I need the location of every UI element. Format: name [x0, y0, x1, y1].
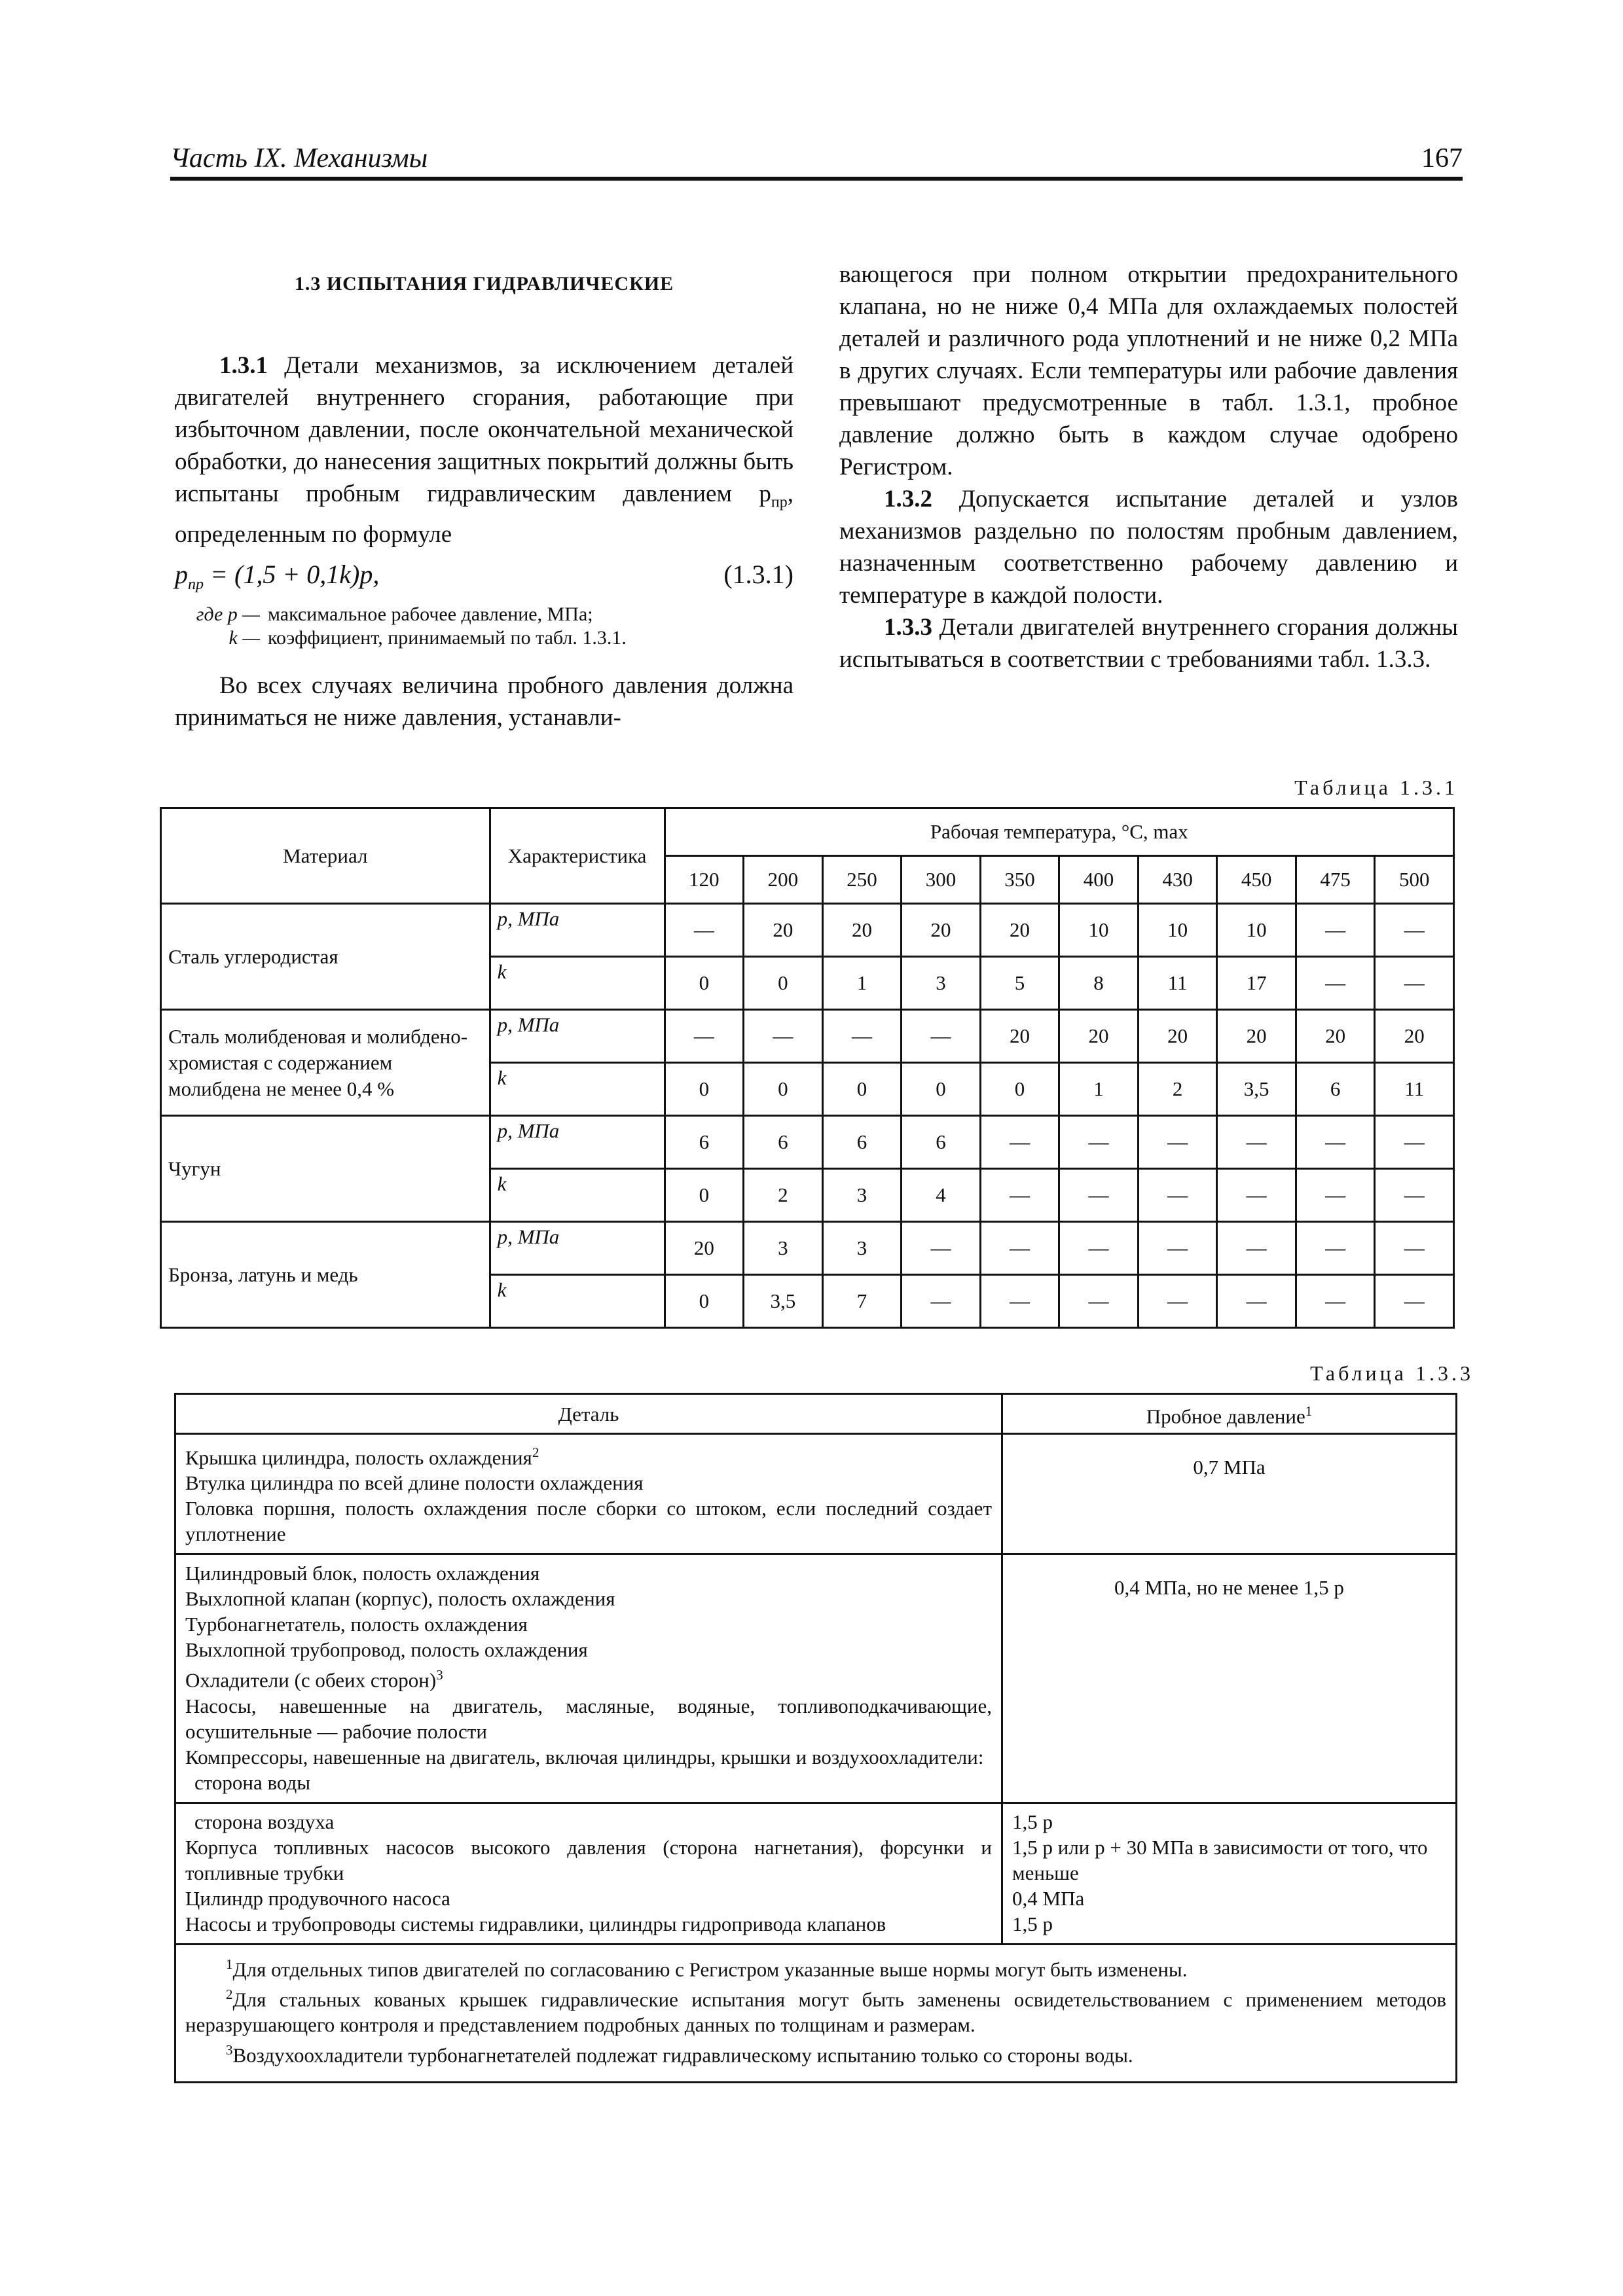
- column-header-temperature: Рабочая температура, °C, max: [665, 808, 1453, 856]
- detail-cell: [175, 1554, 1002, 1803]
- legend-row: [175, 626, 793, 650]
- value-cell: 20: [1296, 1010, 1375, 1063]
- legend-row: [175, 603, 793, 626]
- value-cell: 2: [744, 1169, 823, 1222]
- pressure-cell: 0,4 МПа, но не менее 1,5 p: [1002, 1554, 1457, 1803]
- value-cell: —: [1217, 1222, 1296, 1275]
- table-row: [175, 1434, 1457, 1554]
- value-cell: —: [1059, 1275, 1139, 1328]
- characteristic-cell: p, МПа: [490, 1116, 665, 1169]
- value-cell: —: [980, 1275, 1059, 1328]
- temperature-header-cell: 250: [822, 856, 902, 904]
- value-cell: 0: [744, 1063, 823, 1116]
- footnote-text: Для отдельных типов двигателей по согласованию с Регистром указанные выше нормы могут быть изменены.: [232, 1957, 1188, 1981]
- value-cell: 20: [1059, 1010, 1139, 1063]
- value-cell: —: [1375, 957, 1454, 1010]
- legend-text: коэффициент, принимаемый по табл. 1.3.1.: [268, 627, 627, 649]
- formula-legend: [175, 603, 793, 650]
- value-cell: 20: [980, 904, 1059, 957]
- clause-text: Детали двигателей внутреннего сгорания должны испытываться в соответствии с требованиями табл. 1.3.3.: [839, 614, 1458, 673]
- value-cell: 0: [980, 1063, 1059, 1116]
- detail-item: [185, 1662, 992, 1693]
- value-cell: —: [1217, 1275, 1296, 1328]
- clause-text: Допускается испытание деталей и узлов механизмов раздельно по полостям пробным давлением, назначенным соответственно рабочему давлению и температуре в каждой полости.: [839, 486, 1458, 609]
- value-cell: 6: [744, 1116, 823, 1169]
- temperature-header-cell: 400: [1059, 856, 1139, 904]
- temperature-header-cell: 350: [980, 856, 1059, 904]
- legend-symbol: где p —: [196, 603, 260, 626]
- value-cell: —: [1059, 1116, 1139, 1169]
- value-cell: —: [1138, 1275, 1217, 1328]
- table-row: [161, 904, 1454, 957]
- value-cell: 10: [1217, 904, 1296, 957]
- footnote-number: 3: [226, 2042, 233, 2058]
- value-cell: 0: [665, 957, 744, 1010]
- clause-text: Детали механизмов, за исключением деталей двигателей внутреннего сгорания, работающие при избыточном давлении, после окончательной механической обработки, до нанесения защитных покрытий должны быть испытаны пробным гидравлическим давлением p: [175, 352, 793, 507]
- pressure-item: 1,5 p: [1012, 1912, 1053, 1935]
- table-row: [175, 1803, 1457, 1944]
- value-cell: —: [902, 1010, 981, 1063]
- footnote: [185, 2037, 1446, 2068]
- pressure-item: 1,5 p: [1012, 1810, 1053, 1833]
- value-cell: 20: [1217, 1010, 1296, 1063]
- value-cell: 0: [902, 1063, 981, 1116]
- value-cell: —: [1375, 1169, 1454, 1222]
- value-cell: 20: [980, 1010, 1059, 1063]
- text-column-right: [839, 259, 1458, 675]
- value-cell: 0: [744, 957, 823, 1010]
- formula-expression: [175, 558, 379, 601]
- footnote-ref: 3: [436, 1667, 443, 1683]
- paragraph-1-3-1: [175, 350, 793, 550]
- footnote: [185, 1952, 1446, 1982]
- table-1-3-3: [174, 1393, 1457, 2083]
- value-cell: —: [1375, 1116, 1454, 1169]
- paragraph-1-3-3: [839, 611, 1458, 675]
- material-cell: Бронза, латунь и медь: [161, 1222, 490, 1328]
- table-row: [175, 1554, 1457, 1803]
- pressure-cell: [1002, 1803, 1457, 1944]
- value-cell: 20: [744, 904, 823, 957]
- value-cell: —: [744, 1010, 823, 1063]
- paragraph-continued: вающегося при полном открытии предохранительного клапана, но не ниже 0,4 МПа для охлаждаемых полостей деталей и различного рода уплотнений и не ниже 0,2 МПа в других случаях. Если температуры или рабочие давления превышают предусмотренные в табл. 1.3.1, пробное давление должно быть в каждом случае одобрено Регистром.: [839, 261, 1458, 480]
- footnote-text: Для стальных кованых крышек гидравлические испытания могут быть заменены освидетельствованием с применением методов неразрушающего контроля и представлением подробных данных по толщинам и размерам.: [185, 1988, 1446, 2037]
- value-cell: 20: [822, 904, 902, 957]
- temperature-header-cell: 120: [665, 856, 744, 904]
- footnote-number: 1: [226, 1956, 233, 1972]
- formula-sub: пр: [188, 576, 204, 594]
- clause-number: 1.3.1: [219, 352, 268, 379]
- value-cell: 2: [1138, 1063, 1217, 1116]
- detail-item: Втулка цилиндра по всей длине полости охлаждения: [185, 1471, 644, 1495]
- value-cell: —: [665, 1010, 744, 1063]
- formula-rhs: = (1,5 + 0,1k)p,: [204, 560, 380, 590]
- table-row: [161, 1116, 1454, 1169]
- value-cell: —: [1296, 957, 1375, 1010]
- formula-number: (1.3.1): [723, 560, 793, 590]
- value-cell: —: [1296, 904, 1375, 957]
- value-cell: 3: [822, 1222, 902, 1275]
- detail-item: [185, 1440, 992, 1470]
- value-cell: —: [822, 1010, 902, 1063]
- pressure-item: 0,4 МПа: [1012, 1886, 1085, 1910]
- detail-item: Корпуса топливных насосов высокого давления (сторона нагнетания), форсунки и топливные трубки: [185, 1835, 992, 1884]
- value-cell: —: [665, 904, 744, 957]
- detail-item: сторона воздуха: [194, 1810, 335, 1833]
- value-cell: —: [1138, 1222, 1217, 1275]
- value-cell: 0: [665, 1275, 744, 1328]
- temperature-header-cell: 200: [744, 856, 823, 904]
- value-cell: —: [1375, 1222, 1454, 1275]
- detail-item: Цилиндровый блок, полость охлаждения: [185, 1562, 540, 1585]
- value-cell: —: [902, 1222, 981, 1275]
- value-cell: —: [1138, 1116, 1217, 1169]
- temperature-header-cell: 300: [902, 856, 981, 904]
- value-cell: 20: [1138, 1010, 1217, 1063]
- clause-number: 1.3.3: [884, 614, 932, 641]
- detail-item: Цилиндр продувочного насоса: [185, 1886, 450, 1910]
- value-cell: —: [1375, 904, 1454, 957]
- value-cell: 1: [1059, 1063, 1139, 1116]
- value-cell: 6: [822, 1116, 902, 1169]
- value-cell: 0: [665, 1063, 744, 1116]
- footnotes-row: [175, 1944, 1457, 2082]
- characteristic-cell: p, МПа: [490, 1010, 665, 1063]
- value-cell: 20: [902, 904, 981, 957]
- value-cell: —: [902, 1275, 981, 1328]
- table-caption-1-3-1: Таблица 1.3.1: [1294, 776, 1458, 799]
- detail-item: Выхлопной клапан (корпус), полость охлаждения: [185, 1587, 615, 1611]
- table-caption-1-3-3: Таблица 1.3.3: [1310, 1361, 1474, 1385]
- value-cell: —: [1059, 1169, 1139, 1222]
- value-cell: 0: [822, 1063, 902, 1116]
- value-cell: —: [1375, 1275, 1454, 1328]
- characteristic-cell: k: [490, 1275, 665, 1328]
- running-header-title: Часть IX. Механизмы: [170, 143, 428, 173]
- value-cell: —: [980, 1222, 1059, 1275]
- value-cell: 11: [1375, 1063, 1454, 1116]
- material-cell: Чугун: [161, 1116, 490, 1222]
- value-cell: 3: [822, 1169, 902, 1222]
- value-cell: —: [980, 1169, 1059, 1222]
- value-cell: 7: [822, 1275, 902, 1328]
- footnote-ref: 1: [1305, 1403, 1313, 1419]
- value-cell: 10: [1059, 904, 1139, 957]
- column-header-test-pressure: [1002, 1394, 1457, 1434]
- detail-item: Насосы и трубопроводы системы гидравлики, цилиндры гидропривода клапанов: [185, 1912, 886, 1935]
- column-header-characteristic: Характеристика: [490, 808, 665, 904]
- header-text: Пробное давление: [1146, 1405, 1305, 1428]
- pressure-item: 1,5 p или p + 30 МПа в зависимости от того, что меньше: [1012, 1835, 1428, 1884]
- footnote-number: 2: [226, 1986, 233, 2002]
- value-cell: —: [1217, 1169, 1296, 1222]
- legend-symbol: k —: [228, 627, 260, 649]
- footnote-text: Воздухоохладители турбонагнетателей подлежат гидравлическому испытанию только со стороны воды.: [232, 2043, 1133, 2067]
- value-cell: 6: [665, 1116, 744, 1169]
- clause-text-tail: , определенным по формуле: [175, 480, 793, 548]
- section-heading: 1.3 ИСПЫТАНИЯ ГИДРАВЛИЧЕСКИЕ: [294, 273, 674, 295]
- temperature-header-cell: 500: [1375, 856, 1454, 904]
- table-1-3-1-body: [161, 904, 1454, 1328]
- detail-item: сторона воды: [194, 1770, 311, 1794]
- footnote-ref: 2: [532, 1444, 539, 1460]
- detail-item: Компрессоры, навешенные на двигатель, включая цилиндры, крышки и воздухоохладители:: [185, 1745, 984, 1768]
- table-header-row: [175, 1394, 1457, 1434]
- pressure-cell: 0,7 МПа: [1002, 1434, 1457, 1554]
- value-cell: 20: [665, 1222, 744, 1275]
- header-rule: [170, 177, 1463, 181]
- temperature-header-cell: 475: [1296, 856, 1375, 904]
- value-cell: 3,5: [1217, 1063, 1296, 1116]
- material-cell: Сталь молибденовая и молибдено-хромистая с содержанием молибдена не менее 0,4 %: [161, 1010, 490, 1116]
- value-cell: 6: [902, 1116, 981, 1169]
- value-cell: —: [1296, 1275, 1375, 1328]
- footnote: [185, 1982, 1446, 2037]
- detail-cell: [175, 1434, 1002, 1554]
- value-cell: 20: [1375, 1010, 1454, 1063]
- footnotes-cell: [175, 1944, 1457, 2082]
- table-row: [161, 1222, 1454, 1275]
- value-cell: 1: [822, 957, 902, 1010]
- value-cell: 4: [902, 1169, 981, 1222]
- value-cell: —: [1296, 1222, 1375, 1275]
- table-header-row: [161, 808, 1454, 856]
- detail-item: Турбонагнетатель, полость охлаждения: [185, 1613, 528, 1636]
- value-cell: —: [1217, 1116, 1296, 1169]
- value-cell: 3: [744, 1222, 823, 1275]
- formula-lhs: p: [175, 560, 188, 590]
- characteristic-cell: k: [490, 957, 665, 1010]
- characteristic-cell: k: [490, 1169, 665, 1222]
- value-cell: 3,5: [744, 1275, 823, 1328]
- value-cell: 11: [1138, 957, 1217, 1010]
- value-cell: —: [1296, 1169, 1375, 1222]
- subscript: пр: [771, 493, 788, 511]
- detail-item: Выхлопной трубопровод, полость охлаждения: [185, 1638, 588, 1662]
- value-cell: 8: [1059, 957, 1139, 1010]
- value-cell: 5: [980, 957, 1059, 1010]
- value-cell: —: [980, 1116, 1059, 1169]
- column-header-detail: Деталь: [175, 1394, 1002, 1434]
- value-cell: 6: [1296, 1063, 1375, 1116]
- detail-text: Крышка цилиндра, полость охлаждения: [185, 1446, 532, 1469]
- column-header-material: Материал: [161, 808, 490, 904]
- value-cell: —: [1296, 1116, 1375, 1169]
- temperature-header-cell: 430: [1138, 856, 1217, 904]
- characteristic-cell: p, МПа: [490, 904, 665, 957]
- temperature-header-cell: 450: [1217, 856, 1296, 904]
- material-cell: Сталь углеродистая: [161, 904, 490, 1010]
- value-cell: 10: [1138, 904, 1217, 957]
- value-cell: 17: [1217, 957, 1296, 1010]
- value-cell: 0: [665, 1169, 744, 1222]
- characteristic-cell: p, МПа: [490, 1222, 665, 1275]
- formula-1-3-1: [175, 558, 793, 596]
- value-cell: —: [1138, 1169, 1217, 1222]
- paragraph-all-cases: Во всех случаях величина пробного давления должна приниматься не ниже давления, устанавли-: [175, 672, 793, 732]
- paragraph-1-3-2: [839, 483, 1458, 611]
- detail-item: Насосы, навешенные на двигатель, масляные, водяные, топливоподкачивающие, осушительные — рабочие полости: [185, 1694, 992, 1743]
- detail-item: Головка поршня, полость охлаждения после сборки со штоком, если последний создает уплотнение: [185, 1497, 992, 1546]
- text-column-left: [175, 259, 793, 734]
- detail-text: Охладители (с обеих сторон): [185, 1668, 437, 1692]
- detail-cell: [175, 1803, 1002, 1944]
- page-number: 167: [1421, 143, 1463, 173]
- table-row: [161, 1010, 1454, 1063]
- legend-text: максимальное рабочее давление, МПа;: [268, 603, 593, 626]
- value-cell: —: [1059, 1222, 1139, 1275]
- clause-number: 1.3.2: [884, 486, 932, 512]
- characteristic-cell: k: [490, 1063, 665, 1116]
- value-cell: 3: [902, 957, 981, 1010]
- table-1-3-1: [160, 807, 1455, 1329]
